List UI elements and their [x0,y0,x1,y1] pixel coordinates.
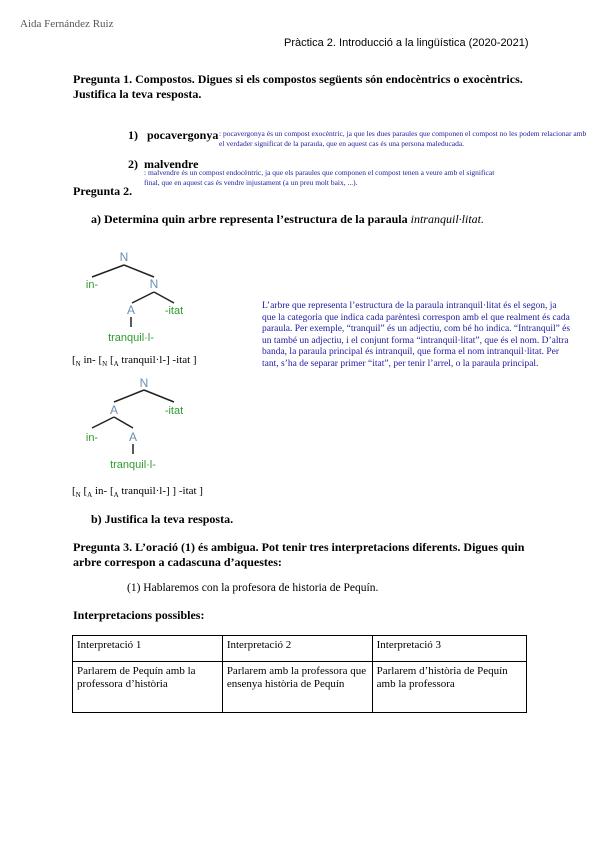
tree-1-root: N [119,250,129,264]
item-1-number: 1) [128,128,138,142]
table-cell: Parlarem amb la professora que ensenya història de Pequín [222,662,372,713]
tree-2-suffix: -itat [164,405,184,417]
tree-2-base: tranquil·l- [110,459,156,471]
tree-1-base: tranquil·l- [108,332,154,344]
bracket-2: [$_N$ [$_A$ in- [$_A$ tranquil·l-] ] -itat ] [72,485,203,500]
question-2-title: Pregunta 2. [73,184,133,198]
item-1-answer: : pocavergonya és un compost exocèntric, ja que les dues paraules que componen el compost no les podem relacionar amb el verdader significat de la paraula, que en aquest cas és una persona maleducada. [219,129,587,148]
table-header-row [73,636,527,662]
question-2a-label: a) Determina quin arbre representa l’estructura de la paraula [91,212,408,226]
question-2a-word: intranquil·litat. [410,212,484,226]
question-2a [91,212,484,227]
bracket-1: [$_N$ in- [$_N$ [$_A$ tranquil·l-] -itat ] [72,354,197,369]
table-header-cell: Interpretació 2 [222,636,372,662]
example-sentence: (1) Hablaremos con la profesora de historia de Pequín. [127,582,379,594]
item-2-answer: : malvendre és un compost endocèntric, ja que els paraules que componen el compost tenen a veure amb el significat final, que en aquest cas és vendre injustament (a un preu molt baix, ...). [144,168,495,187]
tree-2-root: N [139,376,149,390]
tree-1-prefix: in- [85,279,99,291]
question-1-title: Pregunta 1. Compostos. Digues si els compostos següents són endocèntrics o exocèntrics. Justifica la teva resposta. [73,72,523,101]
tree-1 [70,245,270,350]
tree-1-a-node: A [126,303,136,317]
table-cell: Parlarem de Pequín amb la professora d’història [73,662,223,713]
author-name: Aida Fernández Ruiz [20,18,114,30]
item-2-number: 2) [128,157,138,171]
table-cell: Parlarem d’història de Pequín amb la professora [372,662,526,713]
item-2-word: malvendre [144,157,199,171]
table-row [73,662,527,713]
tree-2-a1-node: A [109,403,119,417]
tree-2 [70,372,270,477]
item-1-word: pocavergonya [147,128,219,142]
question-2b: b) Justifica la teva resposta. [91,512,234,526]
interpretations-table [72,635,527,713]
question-3-title: Pregunta 3. L’oració (1) és ambigua. Pot tenir tres interpretacions diferents. Digues quin arbre correspon a cadascuna d’aquestes: [73,540,525,569]
tree-1-suffix: -itat [164,305,184,317]
interpretations-title: Interpretacions possibles: [73,608,205,622]
table-header-cell: Interpretació 3 [372,636,526,662]
tree-1-mid-node: N [149,277,159,291]
tree-2-a2-node: A [128,430,138,444]
table-header-cell: Interpretació 1 [73,636,223,662]
tree-explanation: L’arbre que representa l’estructura de la paraula intranquil·litat és el segon, ja que la categoria que indica cada parèntesi correspon amb el que realment és cada paraula. Per exemple, “tranquil” és un adjectiu, com bé ho indica. “Intranquil” és un també un adjectiu, i el conjunt forma “intranquil·litat”, que és el nom. D’altra banda, la paraula principal és intranquil, que forma el nom intranquil·litat. Per tant, s’ha de separar primer “itat”, per tenir l’arrel, o la paraula principal. [262,301,571,369]
tree-2-prefix: in- [85,432,99,444]
course-title: Pràctica 2. Introducció a la lingüística (2020-2021) [284,37,529,49]
